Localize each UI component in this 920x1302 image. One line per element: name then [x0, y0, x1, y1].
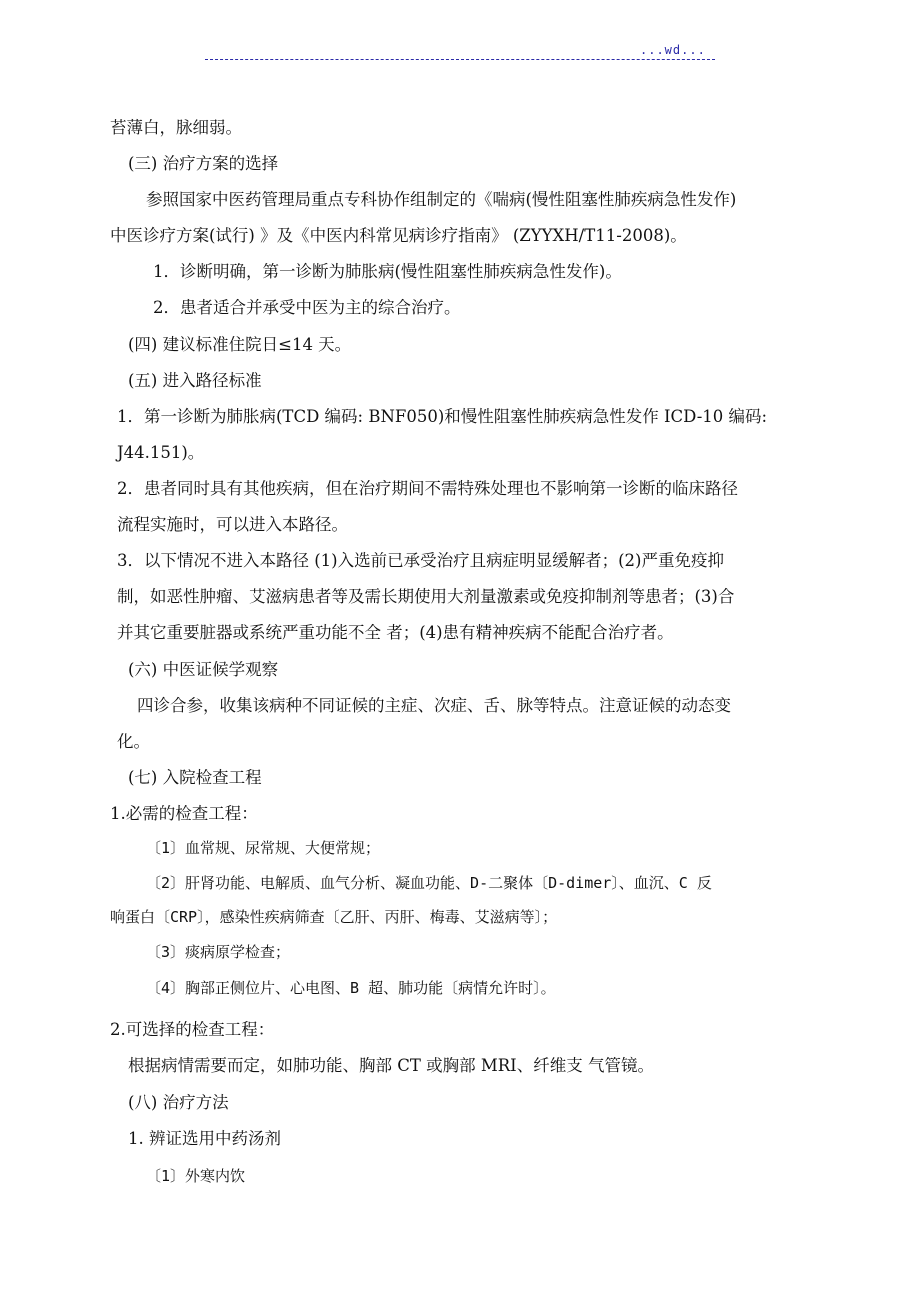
text-line: 中医诊疗方案(试行) 》及《中医内科常见病诊疗指南》 (ZYYXH/T11-2008)。 — [110, 226, 687, 245]
text-line: 〔1〕血常规、尿常规、大便常规； — [146, 839, 381, 857]
header-divider — [205, 59, 715, 60]
section-heading-3: (三) 治疗方案的选择 — [128, 154, 279, 173]
header-mark: ...wd... — [640, 43, 706, 57]
text-line: 响蛋白〔CRP〕，感染性疾病筛查〔乙肝、丙肝、梅毒、艾滋病等〕； — [110, 908, 558, 926]
text-line: 流程实施时，可以进入本路径。 — [117, 515, 348, 534]
text-line: 2．患者同时具有其他疾病，但在治疗期间不需特殊处理也不影响第一诊断的临床路径 — [117, 479, 738, 498]
section-heading-5: (五) 进入路径标准 — [128, 371, 262, 390]
text-line: 四诊合参，收集该病种不同证候的主症、次症、舌、脉等特点。注意证候的动态变 — [137, 696, 731, 715]
text-line: 并其它重要脏器或系统严重功能不全 者；(4)患有精神疾病不能配合治疗者。 — [117, 623, 674, 642]
section-heading-8: (八) 治疗方法 — [128, 1093, 229, 1112]
section-heading-7: (七) 入院检查工程 — [128, 768, 262, 787]
text-line: 苔薄白，脉细弱。 — [110, 118, 242, 137]
section-heading-6: (六) 中医证候学观察 — [128, 660, 279, 679]
text-line: 制，如恶性肿瘤、艾滋病患者等及需长期使用大剂量激素或免疫抑制剂等患者；(3)合 — [117, 587, 735, 606]
text-line: 〔4〕胸部正侧位片、心电图、B 超、肺功能〔病情允许时〕。 — [146, 979, 556, 997]
text-line: 1．诊断明确，第一诊断为肺胀病(慢性阻塞性肺疾病急性发作)。 — [153, 262, 622, 281]
text-line: 化。 — [117, 732, 150, 751]
text-line: 1.必需的检查工程： — [110, 804, 258, 823]
text-line: 2．患者适合并承受中医为主的综合治疗。 — [153, 298, 461, 317]
text-line: 〔1〕外寒内饮 — [146, 1167, 246, 1185]
text-line: 参照国家中医药管理局重点专科协作组制定的《喘病(慢性阻塞性肺疾病急性发作) — [146, 190, 737, 209]
section-heading-4: (四) 建议标准住院日≤14 天。 — [128, 335, 352, 354]
text-line: 1. 辨证选用中药汤剂 — [128, 1129, 281, 1148]
text-line: 3．以下情况不进入本路径 (1)入选前已承受治疗且病症明显缓解者；(2)严重免疫抑 — [117, 551, 724, 570]
text-line: 根据病情需要而定，如肺功能、胸部 CT 或胸部 MRI、纤维支 气管镜。 — [128, 1056, 654, 1075]
text-line: J44.151)。 — [117, 443, 205, 462]
text-line: 2.可选择的检查工程： — [110, 1020, 275, 1039]
text-line: 〔2〕肝肾功能、电解质、血气分析、凝血功能、D-二聚体〔D-dimer〕、血沉、C 反 — [146, 874, 712, 892]
text-line: 1．第一诊断为肺胀病(TCD 编码: BNF050)和慢性阻塞性肺疾病急性发作 ICD-10 编码: — [117, 407, 768, 426]
text-line: 〔3〕痰病原学检查； — [146, 943, 291, 961]
